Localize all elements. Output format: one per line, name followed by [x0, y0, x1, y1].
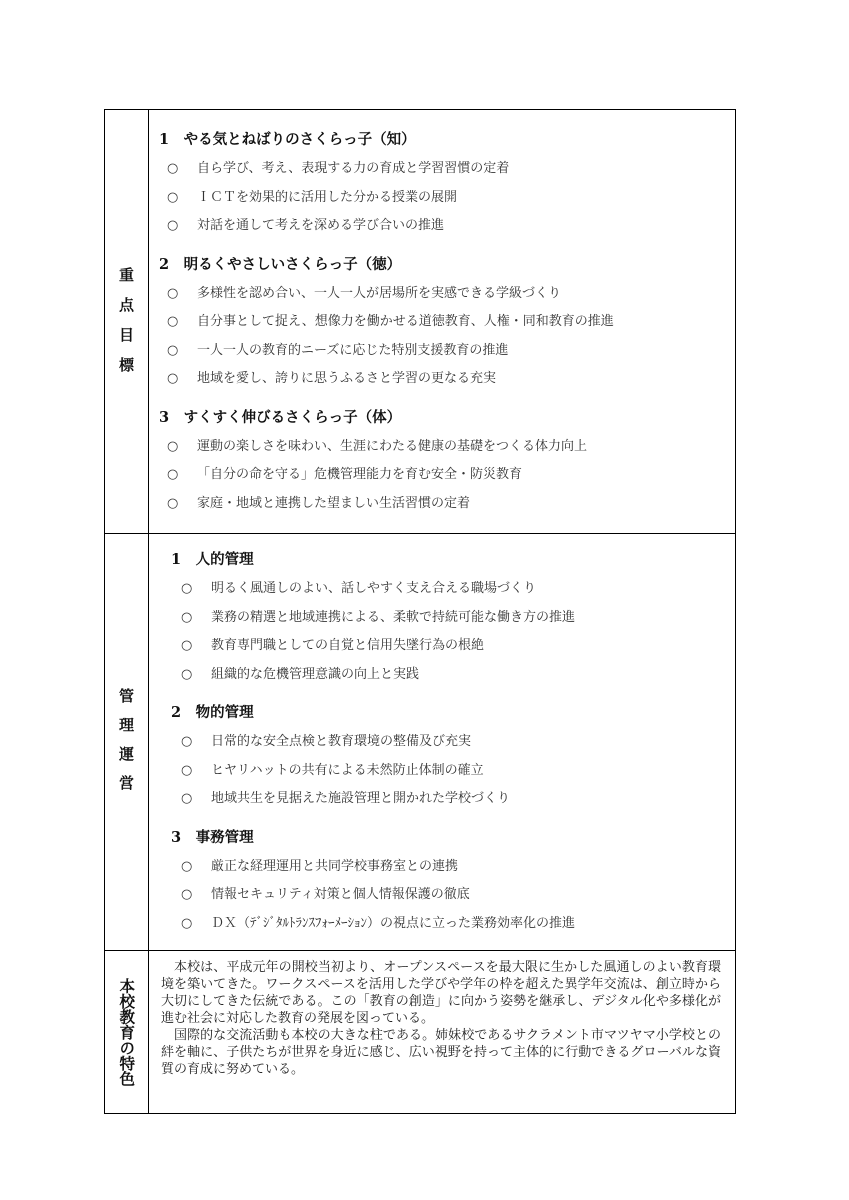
list-item: ○ 一人一人の教育的ニーズに応じた特別支援教育の推進	[159, 337, 735, 366]
management-section-2	[171, 701, 735, 814]
bullet-circle-icon: ○	[181, 734, 193, 749]
list-item: ○ ＩＣＴを効果的に活用した分かる授業の展開	[159, 184, 735, 213]
feature-row	[105, 951, 735, 1113]
bullet-circle-icon: ○	[181, 762, 193, 778]
management-label-cell	[105, 534, 149, 950]
bullet-circle-icon: ○	[167, 495, 179, 511]
section-title: 2 明るくやさしいさくらっ子（徳）	[159, 255, 402, 273]
goals-section-3	[159, 406, 735, 519]
list-item: ○ 情報セキュリティ対策と個人情報保護の徹底	[171, 881, 735, 910]
goals-section-2	[159, 253, 735, 394]
bullet-circle-icon: ○	[167, 371, 179, 386]
feature-label-cell	[105, 951, 149, 1113]
bullet-circle-icon: ○	[167, 161, 179, 176]
list-item: ○ 地域を愛し、誇りに思うふるさと学習の更なる充実	[159, 365, 735, 394]
goals-label-cell	[105, 110, 149, 533]
bullet-circle-icon: ○	[181, 666, 193, 682]
bullet-circle-icon: ○	[167, 218, 179, 233]
goals-section-1	[159, 128, 735, 241]
list-item: ○ 「自分の命を守る」危機管理能力を育む安全・防災教育	[159, 461, 735, 490]
bullet-circle-icon: ○	[167, 314, 179, 329]
bullet-circle-icon: ○	[181, 638, 193, 653]
list-item: ○ 厳正な経理運用と共同学校事務室との連携	[171, 853, 735, 882]
list-item: ○ 日常的な安全点検と教育環境の整備及び充実	[171, 728, 735, 757]
feature-paragraph-2: 国際的な交流活動も本校の大きな柱である。姉妹校であるサクラメント市マツヤマ小学校との絆を軸に、子供たちが世界を身近に感じ、広い視野を持って主体的に行動できるグローバルな資質の育成に努めている。	[161, 1028, 721, 1077]
bullet-circle-icon: ○	[167, 189, 179, 205]
list-item: ○ 家庭・地域と連携した望ましい生活習慣の定着	[159, 490, 735, 519]
list-item: ○ 自ら学び、考え、表現する力の育成と学習習慣の定着	[159, 155, 735, 184]
list-item: ○ 地域共生を見据えた施設管理と開かれた学校づくり	[171, 785, 735, 814]
list-item: ○ 教育専門職としての自覚と信用失墜行為の根絶	[171, 632, 735, 661]
bullet-circle-icon: ○	[181, 609, 193, 625]
section-title: 1 人的管理	[171, 551, 254, 568]
management-section-3	[171, 826, 735, 939]
management-content	[149, 534, 735, 950]
bullet-circle-icon: ○	[181, 791, 193, 806]
section-title: 2 物的管理	[171, 704, 254, 721]
management-row	[105, 534, 735, 951]
feature-label: 本校教育の特色	[117, 977, 137, 1087]
section-title: 3 事務管理	[171, 828, 254, 846]
list-item: ○ 明るく風通しのよい、話しやすく支え合える職場づくり	[171, 575, 735, 604]
section-title: 3 すくすく伸びるさくらっ子（体）	[159, 408, 402, 426]
list-item: ○ 自分事として捉え、想像力を働かせる道徳教育、人権・同和教育の推進	[159, 308, 735, 337]
bullet-circle-icon: ○	[181, 915, 193, 931]
feature-paragraph-1: 本校は、平成元年の開校当初より、オープンスペースを最大限に生かした風通しのよい教育環境を築いてきた。ワークスペースを活用した学びや学年の枠を超えた異学年交流は、創立時から大切にしてきた伝統である。この「教育の創造」に向かう姿勢を継承し、デジタル化や多様化が進む社会に対応した教育の発展を図っている。	[161, 960, 721, 1026]
list-item: ○ ヒヤリハットの共有による未然防止体制の確立	[171, 757, 735, 786]
bullet-circle-icon: ○	[181, 581, 193, 596]
management-label: 管理運営	[117, 688, 135, 804]
bullet-circle-icon: ○	[167, 342, 179, 358]
list-item: ○ 多様性を認め合い、一人一人が居場所を実感できる学級づくり	[159, 280, 735, 309]
bullet-circle-icon: ○	[181, 887, 193, 902]
list-item: ○ 対話を通して考えを深める学び合いの推進	[159, 212, 735, 241]
bullet-circle-icon: ○	[167, 467, 179, 482]
goals-row	[105, 110, 735, 534]
bullet-circle-icon: ○	[167, 285, 179, 301]
list-item: ○ 運動の楽しさを味わい、生涯にわたる健康の基礎をつくる体力向上	[159, 433, 735, 462]
list-item: ○ ＤＸ（ﾃﾞｼﾞﾀﾙﾄﾗﾝｽﾌｫｰﾒｰｼｮﾝ）の視点に立った業務効率化の推進	[171, 910, 735, 939]
goals-content	[149, 110, 735, 533]
bullet-circle-icon: ○	[167, 438, 179, 454]
document-table	[104, 109, 736, 1114]
management-section-1	[171, 548, 735, 689]
list-item: ○ 業務の精選と地域連携による、柔軟で持続可能な働き方の推進	[171, 604, 735, 633]
goals-label: 重点目標	[117, 266, 135, 387]
feature-content	[149, 951, 735, 1113]
list-item: ○ 組織的な危機管理意識の向上と実践	[171, 661, 735, 690]
bullet-circle-icon: ○	[181, 858, 193, 874]
section-title: 1 やる気とねばりのさくらっ子（知）	[159, 131, 416, 148]
